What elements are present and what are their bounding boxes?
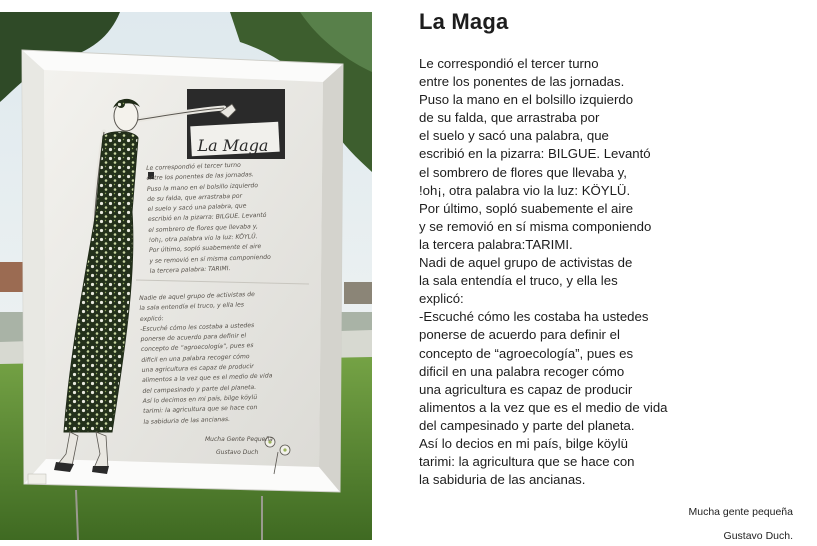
panel-handwritten-text-1: Le correspondió el tercer turno entre los ponentes de las jornadas. Puso la mano en el bolsillo izquierdo de su falda, que arrastraba por el suelo y sacó una palabra, que escribió en la pizarra: BILGUE. Levantó el sombrero de flores que llevaba y, !oh¡, otra palabra vio la luz: KÖYLÜ. Por último, sopló suabemente el aire y se removió en sí misma componiendo la tercera palabra: TARIMI.: [146, 161, 271, 275]
story-line: una agricultura es capaz de producir: [419, 381, 633, 397]
photo-la-maga-display-box: [0, 12, 372, 540]
story-line: entre los ponentes de las jornadas.: [419, 74, 625, 90]
signature-collection: Mucha gente pequeña: [688, 506, 793, 518]
panel-signature-2: Gustavo Duch: [216, 449, 259, 456]
story-line: del campesinado y parte del planeta.: [419, 417, 635, 433]
story-line: y se removió en sí misma componiendo: [419, 218, 652, 234]
story-line: el suelo y sacó una palabra, que: [419, 128, 609, 144]
story-line: Puso la mano en el bolsillo izquierdo: [419, 92, 634, 108]
story-line: ponerse de acuerdo para definir el: [419, 327, 620, 343]
story-line: concepto de “agroecología”, pues es: [419, 345, 634, 361]
drop-cap-mark: [148, 172, 154, 179]
panel-signature-1: Mucha Gente Pequeña: [205, 436, 273, 443]
panel-handwritten-text-2: Nadie de aquel grupo de activistas de la sala entendía el truco, y ella les explicó: -Escuché cómo les costaba a ustedes ponerse de acuerdo para definir el concepto de “agroecología”, pues es dificil en una palabra recoger cómo una agricultura es capaz de producir alimentos a la vez que es el medio de vida del campesinado y parte del planeta. Así lo decimos en mi país, bilge köylü tarimi: la agricultura que se hace con la sabiduria de las ancianas.: [139, 290, 273, 426]
story-line: el sombrero de flores que llevaba y,: [419, 164, 627, 180]
story-line: la tercera palabra:TARIMI.: [419, 236, 573, 252]
story-line: Le correspondió el tercer turno: [419, 56, 599, 71]
story-line: escribió en la pizarra: BILGUE. Levantó: [419, 146, 651, 162]
story-line: Así lo decios en mi país, bilge köylü: [419, 435, 628, 451]
story-body: [419, 55, 809, 489]
story-line: dificil en una palabra recoger cómo: [419, 363, 625, 379]
story-line: la sabiduria de las ancianas.: [419, 472, 586, 488]
story-line: Por último, sopló suabemente el aire: [419, 200, 634, 216]
story-line: -Escuché cómo les costaba ha ustedes: [419, 309, 649, 325]
story-line: la sala entendía el truco, y ella les: [419, 273, 618, 289]
story-line: !oh¡, otra palabra vio la luz: KÖYLÜ.: [419, 182, 631, 198]
signature-author: Gustavo Duch.: [723, 530, 793, 542]
story-line: de su falda, que arrastraba por: [419, 110, 600, 126]
title-panel: [187, 89, 285, 159]
story-line: alimentos a la vez que es el medio de vida: [419, 399, 668, 415]
story-title: La Maga: [419, 9, 509, 34]
story-line: tarimi: la agricultura que se hace con: [419, 454, 635, 470]
story-line: explicó:: [419, 291, 464, 307]
story-line: Nadi de aquel grupo de activistas de: [419, 255, 633, 271]
panel-title: La Maga: [197, 136, 269, 155]
